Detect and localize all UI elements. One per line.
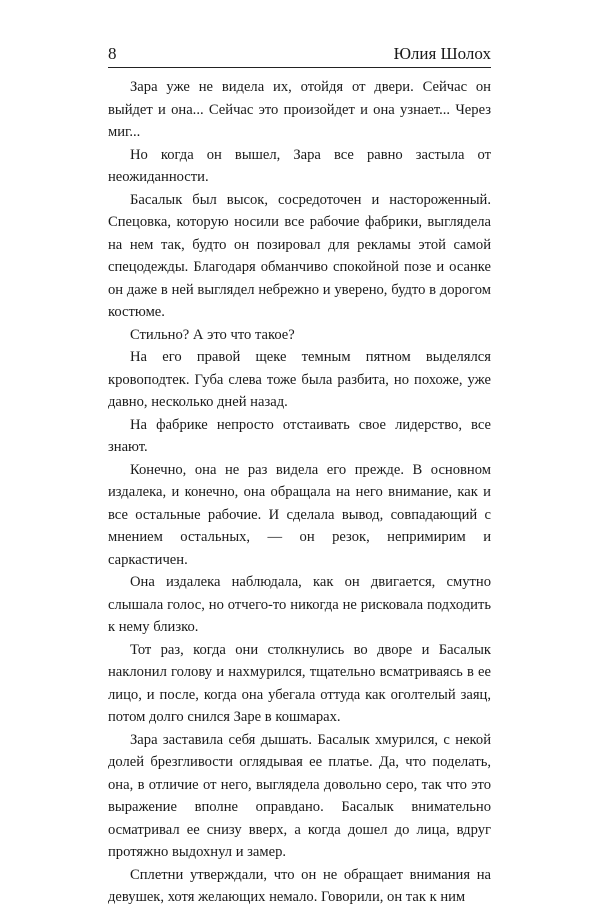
header-rule bbox=[108, 67, 491, 68]
paragraph: Конечно, она не раз видела его прежде. В основном издалека, и конечно, она обращала на него внимание, как и все остальные рабочие. И сделала вывод, совпадающий с мнением остальных, — он резок, непримирим и саркастичен. bbox=[108, 461, 491, 568]
paragraph: Зара уже не видела их, отойдя от двери. Сейчас он выйдет и она... Сейчас это произойдет и она узнает... Через миг... bbox=[108, 79, 491, 140]
paragraph: Она издалека наблюдала, как он двигается, смутно слышала голос, но отчего-то никогда не рисковала подходить к нему близко. bbox=[108, 574, 491, 635]
paragraph: Басалык был высок, сосредоточен и настороженный. Спецовка, которую носили все рабочие фабрики, выглядела на нем так, будто он позировал для рекламы этой самой спецодежды. Благодаря обманчиво спокойной позе и осанке он даже в ней выглядел небрежно и уверено, будто в дорогом костюме. bbox=[108, 191, 491, 320]
page-number: 8 bbox=[108, 44, 117, 63]
paragraph: Стильно? А это что такое? bbox=[130, 326, 295, 343]
paragraph: На его правой щеке темным пятном выделялся кровоподтек. Губа слева тоже была разбита, но похоже, уже давно, несколько дней назад. bbox=[108, 349, 491, 410]
paragraph: На фабрике непросто отстаивать свое лидерство, все знают. bbox=[108, 416, 491, 455]
paragraph: Зара заставила себя дышать. Басалык хмурился, с некой долей брезгливости оглядывая ее платье. Да, что поделать, она, в отличие от него, выглядела довольно серо, так что это выражение вполне оправдано. Басалык внимательно осматривал ее снизу вверх, а когда дошел до лица, вдруг протяжно выдохнул и замер. bbox=[108, 731, 491, 860]
paragraph: Но когда он вышел, Зара все равно застыла от неожиданности. bbox=[108, 146, 491, 185]
page-header bbox=[108, 44, 491, 66]
paragraph: Тот раз, когда они столкнулись во дворе и Басалык наклонил голову и нахмурился, тщательно всматриваясь в ее лицо, и после, когда она убегала оттуда как оголтелый заяц, потом долго снился Заре в кошмарах. bbox=[108, 641, 491, 725]
paragraph: Сплетни утверждали, что он не обращает внимания на девушек, хотя желающих немало. Говорили, он так к ним bbox=[108, 866, 491, 905]
body-text bbox=[108, 76, 491, 909]
running-title: Юлия Шолох bbox=[393, 44, 491, 63]
